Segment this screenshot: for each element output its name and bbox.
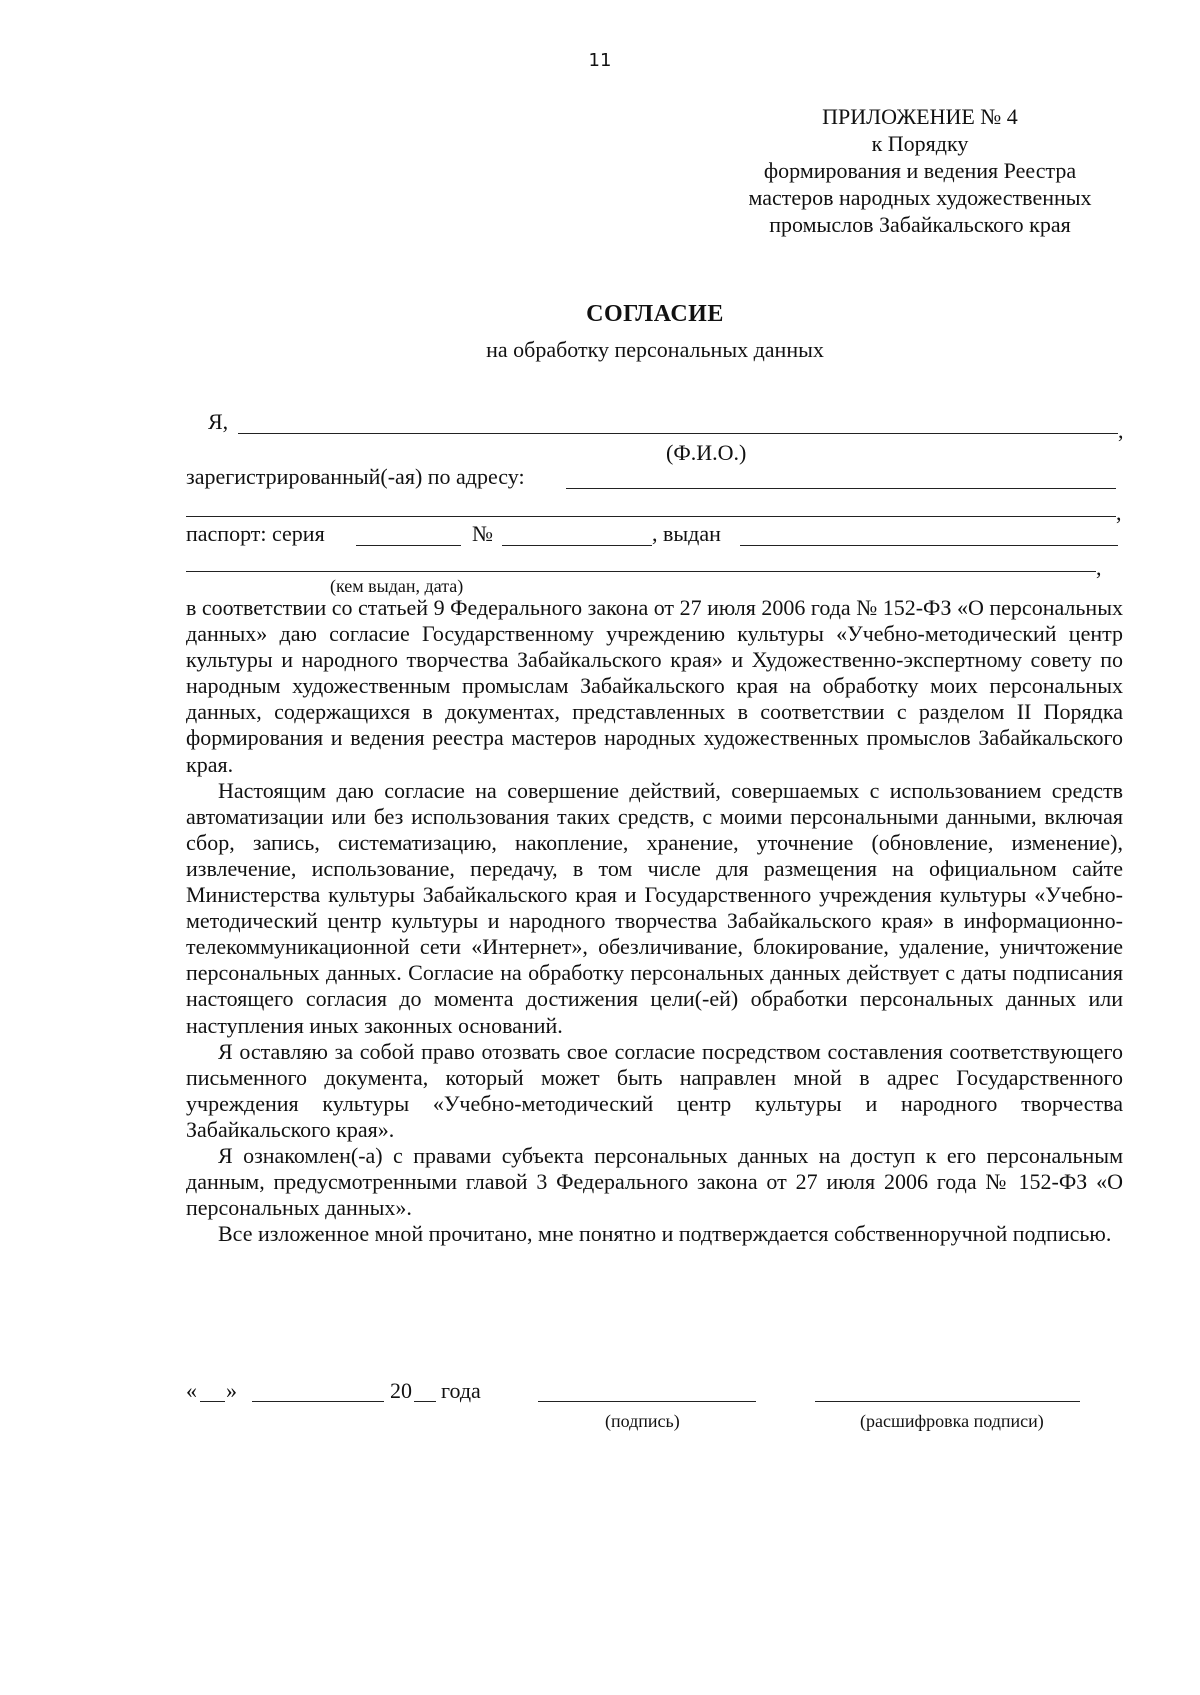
paragraph-2: Настоящим даю согласие на совершение действий, совершаемых с использованием средств автоматизации или без использования таких средств, с моими персональными данными, включая сбор, запись, систематизацию, накопление, хранение, уточнение (обновление, изменение), извлечение, использование, передачу, в том числе для размещения на официальном сайте Министерства культуры Забайкальского края и Государственного учреждения культуры «Учебно-методический центр культуры и народного творчества Забайкальского края» в информационно-телекоммуникационной сети «Интернет», обезличивание, блокирование, удаление, уничтожение персональных данных. Согласие на обработку персональных данных действует с даты подписания настоящего согласия до момента достижения цели(-ей) обработки персональных данных или наступления иных законных оснований.: [186, 777, 1123, 1038]
date-quote-open: «: [186, 1378, 197, 1403]
address-field-line-1[interactable]: [566, 488, 1116, 489]
signature-decoding-field-line[interactable]: [815, 1401, 1080, 1402]
fio-comma: ,: [1118, 418, 1124, 443]
fio-hint: (Ф.И.О.): [666, 440, 747, 465]
paragraph-1: в соответствии со статьей 9 Федерального закона от 27 июля 2006 года № 152-ФЗ «О персональных данных» даю согласие Государственному учреждению культуры «Учебно-методический центр культуры и народного творчества Забайкальского края» и Художественно-экспертному совету по народным художественным промыслам Забайкальского края на обработку моих персональных данных, содержащихся в документах, представленных в соответствии с разделом II Порядка формирования и ведения реестра мастеров народных художественных промыслов Забайкальского края.: [186, 595, 1123, 777]
appendix-header: [720, 103, 1120, 238]
date-year-prefix: 20: [390, 1378, 412, 1403]
issued-hint: (кем выдан, дата): [330, 576, 464, 596]
date-day-field-line[interactable]: [200, 1401, 225, 1402]
signature-decoding-hint: (расшифровка подписи): [860, 1411, 1044, 1431]
appendix-line-5: промыслов Забайкальского края: [769, 212, 1071, 237]
date-month-field-line[interactable]: [252, 1401, 384, 1402]
document-title: СОГЛАСИЕ: [586, 301, 724, 327]
issued-by-field-line-2[interactable]: [186, 571, 1096, 572]
paragraph-3: Я оставляю за собой право отозвать свое согласие посредством составления соответствующего письменного документа, который может быть направлен мной в адрес Государственного учреждения культуры «Учебно-методический центр культуры и народного творчества Забайкальского края».: [186, 1038, 1123, 1142]
date-year-word: года: [441, 1378, 481, 1403]
consent-body: [186, 595, 1123, 1247]
issued-label: , выдан: [652, 521, 721, 546]
appendix-line-3: формирования и ведения Реестра: [763, 158, 1077, 183]
signature-hint: (подпись): [605, 1411, 680, 1431]
ya-label: Я,: [208, 409, 229, 434]
appendix-line-1: ПРИЛОЖЕНИЕ № 4: [822, 104, 1018, 129]
passport-series-label: паспорт: серия: [186, 521, 325, 546]
fio-field-line[interactable]: [238, 433, 1118, 434]
document-subtitle: на обработку персональных данных: [486, 337, 824, 362]
appendix-line-2: к Порядку: [871, 131, 969, 156]
address-field-line-2[interactable]: [186, 516, 1116, 517]
passport-number-label: №: [472, 521, 493, 546]
registered-label: зарегистрированный(-ая) по адресу:: [186, 464, 525, 489]
address-comma: ,: [1116, 500, 1122, 525]
issued-by-field-line-1[interactable]: [740, 545, 1118, 546]
date-year-field-line[interactable]: [414, 1401, 436, 1402]
paragraph-4: Я ознакомлен(-а) с правами субъекта персональных данных на доступ к его персональным данным, предусмотренными главой 3 Федерального закона от 27 июля 2006 года № 152-ФЗ «О персональных данных».: [186, 1142, 1123, 1221]
appendix-line-4: мастеров народных художественных: [748, 185, 1092, 210]
date-quote-close: »: [226, 1378, 237, 1403]
signature-field-line[interactable]: [538, 1401, 756, 1402]
passport-number-field-line[interactable]: [502, 545, 652, 546]
page-number: 11: [588, 50, 612, 71]
paragraph-5: Все изложенное мной прочитано, мне понятно и подтверждается собственноручной подписью.: [218, 1221, 1112, 1247]
issued-comma: ,: [1096, 555, 1102, 580]
passport-series-field-line[interactable]: [356, 545, 461, 546]
